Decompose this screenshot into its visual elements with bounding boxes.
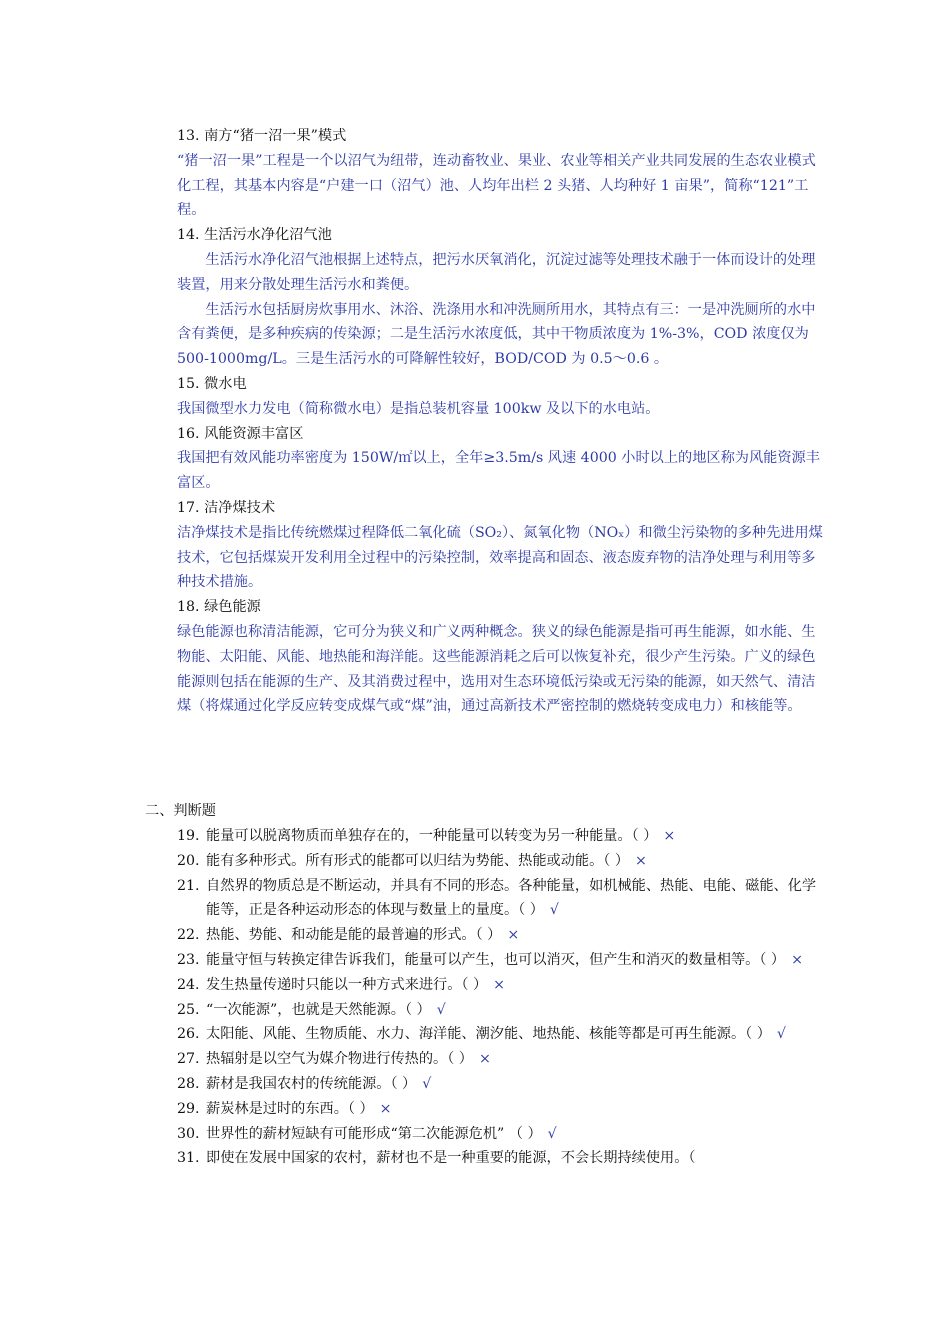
list-item: [177, 1047, 822, 1072]
item-number: 26.: [177, 1026, 200, 1043]
list-item: [177, 824, 822, 849]
term-heading-15: 15. 微水电: [177, 375, 247, 392]
item-number: 31.: [177, 1150, 200, 1167]
list-item: [177, 1072, 822, 1097]
term-heading-16: 16. 风能资源丰富区: [177, 425, 304, 442]
item-text: 能有多种形式。所有形式的能都可以归结为势能、热能或动能。（ ）: [206, 852, 630, 869]
list-item: [177, 923, 822, 948]
item-text: 自然界的物质总是不断运动，并具有不同的形态。各种能量，如机械能、热能、电能、磁能、化学能等，正是各种运动形态的体现与数量上的量度。（ ）: [206, 877, 817, 919]
list-item: [177, 849, 822, 874]
item-number: 30.: [177, 1125, 200, 1142]
definitions-section: [177, 124, 827, 719]
item-number: 27.: [177, 1051, 200, 1068]
list-item: [177, 1122, 822, 1147]
term-body-14-p1: 生活污水净化沼气池根据上述特点，把污水厌氧消化，沉淀过滤等处理技术融于一体而设计的处理装置，用来分散处理生活污水和粪便。: [177, 251, 816, 293]
item-answer: ×: [478, 1051, 491, 1068]
list-item: [177, 1146, 822, 1171]
term-body-13: “猪一沼一果”工程是一个以沼气为纽带，连动畜牧业、果业、农业等相关产业共同发展的生态农业模式化工程，其基本内容是“户建一口（沼气）池、人均年出栏 2 头猪、人均种好 1 亩果”，简称“121”工程。: [177, 152, 816, 219]
item-answer: ×: [791, 951, 803, 968]
section-title-true-false: 二、判断题: [145, 803, 216, 819]
list-item: [177, 1097, 822, 1122]
term-body-15: 我国微型水力发电（简称微水电）是指总装机容量 100kw 及以下的水电站。: [177, 400, 660, 417]
item-answer: √: [549, 902, 559, 919]
item-number: 21.: [177, 877, 200, 894]
term-heading-18: 18. 绿色能源: [177, 599, 261, 616]
item-number: 19.: [177, 828, 200, 844]
item-answer: ×: [635, 852, 647, 869]
item-number: 20.: [177, 852, 200, 869]
term-body-16: 我国把有效风能功率密度为 150W/㎡以上，全年≥3.5m/s 风速 4000 小时以上的地区称为风能资源丰富区。: [177, 450, 820, 492]
item-answer: √: [547, 1125, 557, 1142]
list-item: [177, 998, 822, 1023]
item-answer: ×: [663, 828, 676, 844]
item-text: 热辐射是以空气为媒介物进行传热的。（ ）: [206, 1051, 473, 1068]
item-number: 23.: [177, 951, 200, 968]
item-text: “一次能源”，也就是天然能源。（ ）: [206, 1001, 431, 1018]
item-number: 25.: [177, 1001, 200, 1018]
true-false-list: [177, 824, 822, 1171]
list-item: [177, 973, 822, 998]
item-text: 能量守恒与转换定律告诉我们，能量可以产生，也可以消灭，但产生和消灭的数量相等。（ ）: [206, 951, 786, 968]
list-item: [177, 1022, 822, 1047]
term-heading-17: 17. 洁净煤技术: [177, 499, 276, 516]
item-number: 28.: [177, 1075, 200, 1092]
term-heading-14: 14. 生活污水净化沼气池: [177, 227, 332, 244]
item-text: 太阳能、风能、生物质能、水力、海洋能、潮汐能、地热能、核能等都是可再生能源。（ ）: [206, 1026, 771, 1043]
list-item: [177, 948, 822, 973]
item-number: 29.: [177, 1100, 200, 1117]
item-text: 即使在发展中国家的农村，薪材也不是一种重要的能源，不会长期持续使用。（: [206, 1150, 696, 1167]
item-answer: √: [776, 1026, 786, 1043]
item-text: 薪材是我国农村的传统能源。（ ）: [206, 1075, 417, 1092]
item-text: 世界性的薪材短缺有可能形成“第二次能源危机” （ ）: [206, 1125, 542, 1142]
term-body-18: 绿色能源也称清洁能源，它可分为狭义和广义两种概念。狭义的绿色能源是指可再生能源，如水能、生物能、太阳能、风能、地热能和海洋能。这些能源消耗之后可以恢复补充，很少产生污染。广义的绿色能源则包括在能源的生产、及其消费过程中，选用对生态环境低污染或无污染的能源，如天然气、清洁煤（将煤通过化学反应转变成煤气或“煤”油，通过高新技术严密控制的燃烧转变成电力）和核能等。: [177, 623, 816, 715]
term-body-17: 洁净煤技术是指比传统燃煤过程降低二氧化硫（SO₂）、氮氧化物（NOₓ）和微尘污染物的多种先进用煤技术，它包括煤炭开发利用全过程中的污染控制，效率提高和固态、液态废弃物的洁净处理与利用等多种技术措施。: [177, 524, 823, 591]
item-text: 发生热量传递时只能以一种方式来进行。（ ）: [206, 976, 488, 993]
item-number: 22.: [177, 927, 200, 944]
item-answer: √: [436, 1001, 446, 1018]
term-heading-13: 13. 南方“猪一沼一果”模式: [177, 128, 347, 144]
item-text: 热能、势能、和动能是能的最普遍的形式。（ ）: [206, 927, 502, 944]
item-text: 能量可以脱离物质而单独存在的，一种能量可以转变为另一种能量。（ ）: [206, 828, 658, 844]
item-answer: ×: [493, 976, 506, 993]
item-number: 24.: [177, 976, 200, 993]
item-answer: √: [422, 1075, 432, 1092]
item-answer: ×: [507, 927, 520, 944]
term-body-14-p2: 生活污水包括厨房炊事用水、沐浴、洗涤用水和冲洗厕所用水，其特点有三：一是冲洗厕所的水中含有粪便，是多种疾病的传染源；二是生活污水浓度低，其中干物质浓度为 1%-3%，COD 浓度仅为 500-1000mg/L。三是生活污水的可降解性较好，BOD/COD 为 0.5～0.6 。: [177, 301, 816, 368]
item-answer: ×: [379, 1100, 392, 1117]
list-item: [177, 874, 822, 924]
item-text: 薪炭林是过时的东西。（ ）: [206, 1100, 374, 1117]
